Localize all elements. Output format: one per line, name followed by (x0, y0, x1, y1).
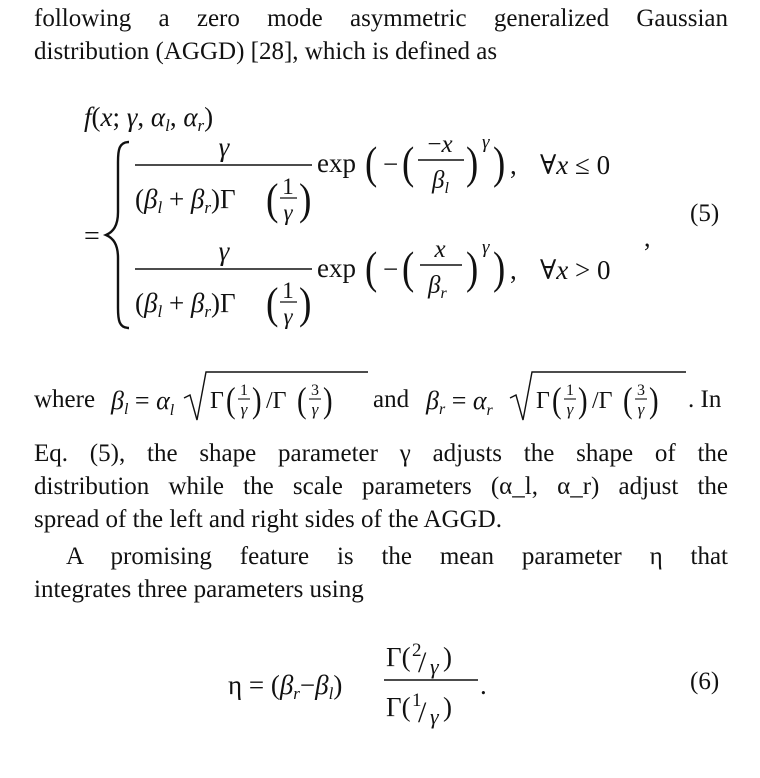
where-and: and (373, 386, 410, 413)
case1-neg-x: −x (427, 131, 453, 158)
eq6-den-one: 1 (412, 690, 422, 711)
case2-minus: − (383, 254, 399, 284)
case1-numerator: γ (218, 132, 230, 162)
case2-inner-open: ( (402, 243, 415, 295)
eq6-den-close: ) (443, 692, 452, 722)
eq6-lhs: η = (βr−βl) (228, 670, 343, 703)
where-line-3: distribution while the scale parameters (α_l, α_r) adjust the (34, 473, 728, 500)
eq6-den-g: γ (430, 704, 439, 729)
eq5-lhs: f(x; γ, αl, αr) (84, 102, 214, 135)
case2-x: x (434, 236, 446, 263)
case1-beta-l: $\beta_l$ (432, 167, 449, 197)
case1-denominator: (βl + βr)Γ (135, 184, 236, 217)
case2-inner-close: ) (466, 243, 479, 295)
beta-l-slash: /Γ (266, 388, 287, 414)
case1-outer-open: ( (365, 138, 378, 190)
case2-comma: , (510, 255, 517, 285)
case2-numerator: γ (218, 236, 230, 266)
case1-paren-open: ( (266, 175, 279, 224)
beta-r-g1: γ (566, 400, 574, 419)
case1-paren-close: ) (299, 175, 312, 224)
beta-r-three: 3 (637, 382, 645, 399)
beta-l-p1o: ( (226, 381, 236, 421)
case1-one: 1 (282, 174, 294, 199)
eq6-num-slash: / (418, 646, 427, 679)
case2-outer-open: ( (365, 243, 378, 295)
case2-condition: ∀x > 0 (540, 255, 611, 285)
beta-r-slash: /Γ (592, 388, 613, 414)
beta-r-p2o: ( (623, 381, 633, 421)
eq6-num-close: ) (443, 642, 452, 672)
eq6-number: (6) (690, 668, 720, 695)
beta-r-p2c: ) (649, 381, 659, 421)
case1-minus: − (383, 149, 399, 179)
eq6-num-g: γ (430, 654, 439, 679)
eq5-trailing-comma: , (644, 223, 651, 252)
where-line-2: Eq. (5), the shape parameter γ adjusts the shape of the (34, 440, 728, 467)
case2-gamma-den: γ (283, 304, 293, 329)
case2-one: 1 (282, 278, 294, 303)
case2-beta-r: $\beta_r$ (428, 272, 447, 302)
beta-r-one: 1 (566, 382, 574, 399)
eq6-den-gamma: Γ( (386, 692, 411, 722)
case2-paren-close: ) (299, 279, 312, 328)
beta-r-p1o: ( (552, 381, 562, 421)
case2-power: γ (482, 237, 490, 258)
beta-r-gamma1: Γ (536, 388, 550, 414)
eq5-case-2 (135, 236, 611, 329)
beta-l-one: 1 (240, 382, 248, 399)
where-line-4: spread of the left and right sides of the AGGD. (34, 506, 502, 533)
case2-outer-close: ) (493, 243, 506, 295)
eq5-number: (5) (690, 200, 720, 227)
beta-l-g1: γ (240, 400, 248, 419)
beta-r-g2: γ (637, 400, 645, 419)
case1-inner-open: ( (402, 138, 415, 190)
beta-l-p1c: ) (252, 381, 262, 421)
case2-paren-open: ( (266, 279, 279, 328)
where-lead: where (34, 386, 96, 413)
case1-outer-close: ) (493, 138, 506, 190)
beta-r-p1c: ) (578, 381, 588, 421)
feature-line-2: integrates three parameters using (34, 576, 364, 603)
beta-l-gamma1: Γ (210, 388, 224, 414)
case1-comma: , (510, 150, 517, 180)
case1-condition: ∀x ≤ 0 (540, 150, 611, 180)
eq6-period: . (480, 670, 487, 700)
beta-l-lhs: $\beta l = \alpha_l$ (111, 386, 175, 419)
intro-line-2: distribution (AGGD) [28], which is defined as (34, 38, 498, 65)
case2-denominator: (βl + βr)Γ (135, 288, 236, 321)
eq5-brace (106, 142, 129, 328)
eq6-num-two: 2 (412, 640, 422, 661)
case1-power: γ (482, 132, 490, 153)
beta-l-three: 3 (311, 382, 319, 399)
eq6-num-gamma: Γ( (386, 642, 411, 672)
equation-5 (84, 102, 651, 329)
intro-line-1: following a zero mode asymmetric generalized Gaussian (34, 5, 728, 32)
case2-exp: exp (317, 253, 356, 283)
eq6-den-slash: / (418, 696, 427, 729)
feature-paragraph (34, 540, 728, 606)
beta-l-p2c: ) (323, 381, 333, 421)
case1-inner-close: ) (466, 138, 479, 190)
where-paragraph (34, 437, 728, 536)
case1-exp: exp (317, 148, 356, 178)
beta-l-p2o: ( (297, 381, 307, 421)
where-tail: . In (688, 386, 722, 413)
eq5-case-1 (135, 131, 610, 225)
eq5-equals: = (84, 221, 100, 252)
case1-gamma-den: γ (283, 200, 293, 225)
feature-line-1: A promising feature is the mean parameter η that (66, 543, 728, 570)
equation-6 (228, 640, 487, 729)
beta-r-lhs: $\beta r = \alpha_r$ (426, 386, 493, 419)
beta-l-g2: γ (311, 400, 319, 419)
